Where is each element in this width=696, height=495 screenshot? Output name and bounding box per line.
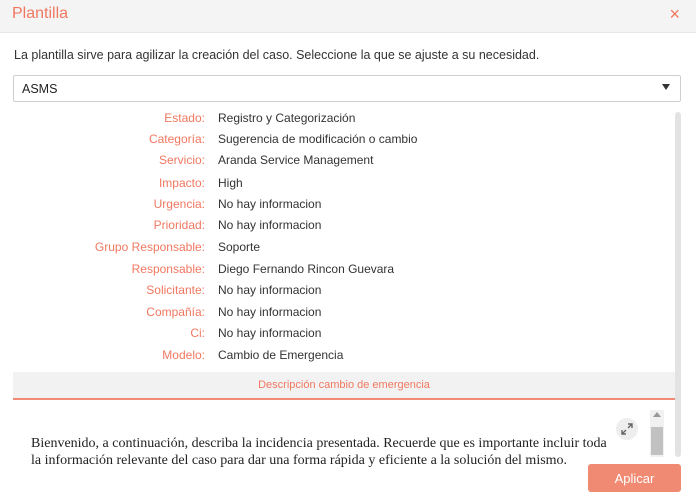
field-value: No hay informacion xyxy=(218,218,322,232)
apply-button[interactable]: Aplicar xyxy=(588,464,681,492)
field-row-urgencia xyxy=(13,197,653,215)
field-value: No hay informacion xyxy=(218,283,322,297)
description-section-title: Descripción cambio de emergencia xyxy=(258,379,430,391)
field-row-modelo xyxy=(13,348,653,366)
field-value: Soporte xyxy=(218,240,261,254)
field-label: Ci: xyxy=(190,326,205,340)
close-icon[interactable]: × xyxy=(669,4,680,24)
field-label: Solicitante: xyxy=(146,283,205,297)
field-value: High xyxy=(218,176,243,190)
field-value: Cambio de Emergencia xyxy=(218,348,344,362)
field-row-compania xyxy=(13,305,653,323)
field-label: Compañía: xyxy=(146,305,205,319)
field-row-grupo-responsable xyxy=(13,240,653,258)
template-select[interactable] xyxy=(13,75,681,102)
field-row-servicio xyxy=(13,153,653,171)
field-row-categoria xyxy=(13,132,653,150)
intro-text: La plantilla sirve para agilizar la creación del caso. Seleccione la que se ajuste a su necesidad. xyxy=(14,48,540,62)
field-value: Diego Fernando Rincon Guevara xyxy=(218,262,395,276)
scroll-up-icon[interactable] xyxy=(653,412,661,417)
field-value: Sugerencia de modificación o cambio xyxy=(218,132,418,146)
details-scrollbar[interactable] xyxy=(675,112,681,457)
expand-icon[interactable] xyxy=(616,418,638,440)
field-row-impacto xyxy=(13,176,653,194)
editor-scroll-thumb[interactable] xyxy=(651,427,663,455)
caret-down-icon xyxy=(662,84,670,90)
field-label: Estado: xyxy=(164,111,205,125)
field-label: Modelo: xyxy=(162,348,205,362)
field-label: Prioridad: xyxy=(153,218,205,232)
field-value: No hay informacion xyxy=(218,305,322,319)
field-row-estado xyxy=(13,111,653,129)
field-row-prioridad xyxy=(13,218,653,236)
field-label: Impacto: xyxy=(158,176,205,190)
field-label: Grupo Responsable: xyxy=(94,240,205,254)
field-label: Categoría: xyxy=(148,132,205,146)
field-label: Responsable: xyxy=(131,262,205,276)
description-text-line2: la información relevante del caso para dar una forma rápida y eficiente a la solución del mismo. xyxy=(31,453,568,468)
field-row-ci xyxy=(13,326,653,344)
template-select-value: ASMS xyxy=(22,82,58,96)
field-row-responsable xyxy=(13,262,653,280)
editor-scrollbar[interactable] xyxy=(650,410,664,457)
field-value: No hay informacion xyxy=(218,326,322,340)
modal-header xyxy=(0,0,696,33)
field-value: No hay informacion xyxy=(218,197,322,211)
field-value: Aranda Service Management xyxy=(218,153,374,167)
modal-title: Plantilla xyxy=(12,5,69,22)
field-value: Registro y Categorización xyxy=(218,111,356,125)
field-label: Servicio: xyxy=(158,153,205,167)
field-row-solicitante xyxy=(13,283,653,301)
description-section-header xyxy=(13,372,675,400)
description-editor[interactable] xyxy=(13,402,675,468)
description-text-line1: Bienvenido, a continuación, describa la incidencia presentada. Recuerde que es importante incluir toda xyxy=(31,436,607,451)
field-label: Urgencia: xyxy=(153,197,205,211)
